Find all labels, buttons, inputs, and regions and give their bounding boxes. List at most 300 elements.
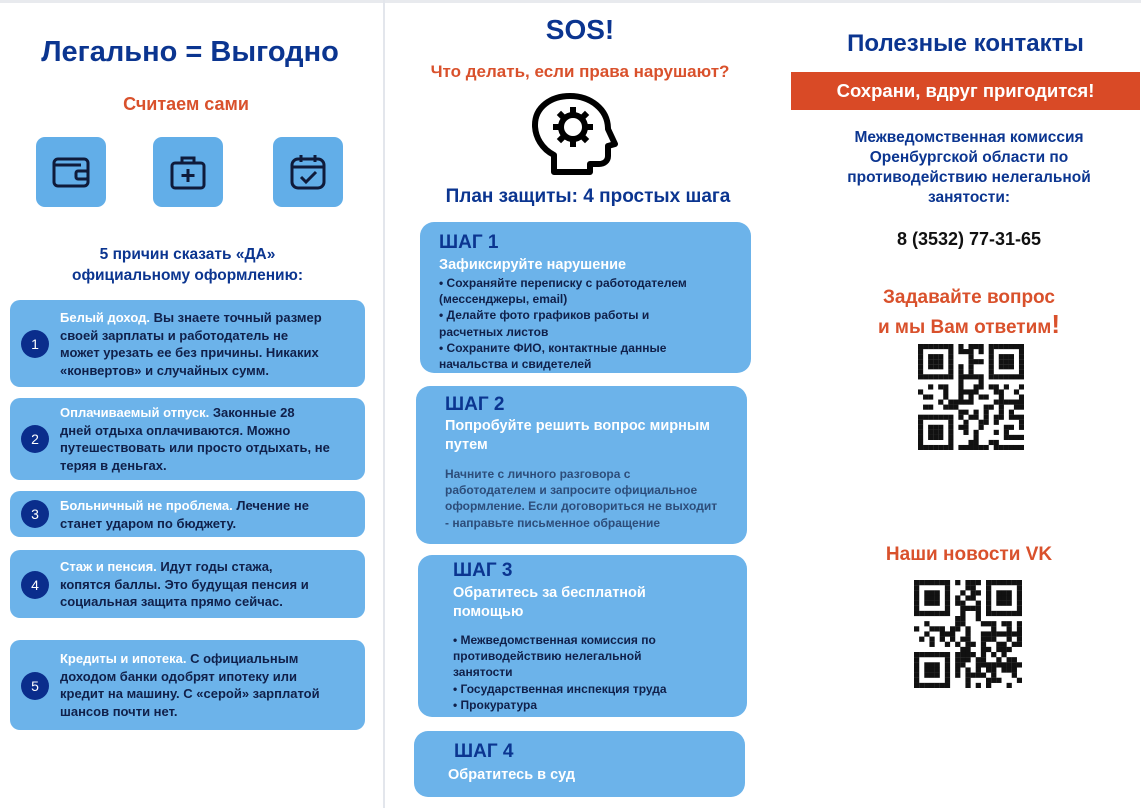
qr-module <box>1001 601 1006 606</box>
qr-module <box>1019 394 1024 399</box>
qr-module <box>935 673 940 678</box>
qr-module <box>960 590 965 595</box>
qr-module <box>945 678 950 683</box>
qr-module <box>1019 384 1024 389</box>
qr-module <box>960 647 965 652</box>
qr-module <box>1014 415 1019 420</box>
reason-line: Законные 28 <box>209 405 295 420</box>
qr-module <box>914 590 919 595</box>
qr-module <box>1007 595 1012 600</box>
qr-module <box>974 415 979 420</box>
qr-module <box>948 344 953 349</box>
qr-module <box>999 364 1004 369</box>
step-title: Обратитесь в суд <box>448 767 576 783</box>
qr-module <box>989 440 994 445</box>
qr-module <box>918 369 923 374</box>
qr-module <box>928 364 933 369</box>
qr-module <box>958 425 963 430</box>
column-divider <box>383 0 385 808</box>
qr-module <box>958 389 963 394</box>
qr-module <box>981 631 986 636</box>
reason-line: социальная защита прямо сейчас. <box>60 594 283 609</box>
qr-module <box>965 678 970 683</box>
qr-module <box>1001 631 1006 636</box>
commission-line: занятости: <box>927 189 1011 206</box>
contacts-title: Полезные контакты <box>847 30 1084 57</box>
step-title-line: путем <box>445 437 488 453</box>
qr-module <box>919 580 924 585</box>
step-title <box>445 417 710 455</box>
qr-module <box>935 601 940 606</box>
qr-module <box>1019 359 1024 364</box>
qr-module <box>1007 621 1012 626</box>
qr-module <box>1012 662 1017 667</box>
qr-module <box>1004 344 1009 349</box>
qr-module <box>929 590 934 595</box>
qr-module <box>945 662 950 667</box>
qr-module <box>1012 631 1017 636</box>
qr-module <box>981 642 986 647</box>
qr-module <box>940 683 945 688</box>
qr-module <box>945 590 950 595</box>
qr-module <box>924 662 929 667</box>
qr-module <box>986 601 991 606</box>
qr-module <box>986 662 991 667</box>
qr-module <box>1009 354 1014 359</box>
reason-card-3 <box>10 491 365 537</box>
qr-module <box>965 606 970 611</box>
ask-question <box>790 284 1141 341</box>
qr-module <box>919 637 924 642</box>
step-title <box>453 584 646 622</box>
qr-module <box>991 667 996 672</box>
qr-module <box>914 595 919 600</box>
qr-module <box>991 637 996 642</box>
qr-module <box>914 611 919 616</box>
qr-module <box>935 662 940 667</box>
qr-module <box>994 344 999 349</box>
qr-module <box>981 637 986 642</box>
reason-line: дней отдыха оплачиваются. Можно <box>60 422 291 438</box>
qr-module <box>923 394 928 399</box>
qr-module <box>948 354 953 359</box>
qr-module <box>996 657 1001 662</box>
qr-module <box>945 611 950 616</box>
qr-module <box>929 667 934 672</box>
qr-module <box>994 384 999 389</box>
qr-module <box>943 415 948 420</box>
qr-module <box>914 585 919 590</box>
qr-module <box>948 400 953 405</box>
qr-module <box>1007 683 1012 688</box>
qr-module <box>938 415 943 420</box>
qr-module <box>924 590 929 595</box>
qr-module <box>918 359 923 364</box>
left-subtitle: Считаем сами <box>123 94 249 114</box>
qr-module <box>974 374 979 379</box>
qr-module <box>1017 631 1022 636</box>
qr-module <box>924 601 929 606</box>
qr-module <box>955 657 960 662</box>
reason-number: 3 <box>21 500 49 528</box>
qr-module <box>1007 631 1012 636</box>
qr-module <box>1012 642 1017 647</box>
qr-module <box>919 652 924 657</box>
qr-module <box>943 405 948 410</box>
qr-module <box>963 425 968 430</box>
qr-module <box>924 683 929 688</box>
qr-module <box>994 389 999 394</box>
qr-module <box>1019 344 1024 349</box>
qr-module <box>974 435 979 440</box>
qr-module <box>968 440 973 445</box>
qr-module <box>968 344 973 349</box>
reason-card-2 <box>10 398 365 480</box>
qr-module <box>976 606 981 611</box>
qr-module <box>984 420 989 425</box>
qr-module <box>984 410 989 415</box>
reason-number: 4 <box>21 571 49 599</box>
qr-module <box>965 683 970 688</box>
qr-module <box>1012 673 1017 678</box>
qr-module <box>976 673 981 678</box>
qr-module <box>955 662 960 667</box>
qr-module <box>1009 344 1014 349</box>
step-label: ШАГ 4 <box>454 741 514 762</box>
vk-heading: Наши новости VK <box>885 544 1053 565</box>
qr-module <box>979 394 984 399</box>
qr-module <box>976 580 981 585</box>
reason-text <box>60 497 357 532</box>
reason-highlight: Белый доход. <box>60 310 150 325</box>
qr-module <box>1004 400 1009 405</box>
qr-module <box>1001 647 1006 652</box>
qr-module <box>965 652 970 657</box>
qr-module <box>938 374 943 379</box>
qr-module <box>991 678 996 683</box>
qr-module <box>948 364 953 369</box>
qr-module <box>928 384 933 389</box>
step-label: ШАГ 3 <box>453 560 513 581</box>
qr-module <box>940 580 945 585</box>
qr-module <box>918 349 923 354</box>
qr-module <box>994 445 999 450</box>
qr-module <box>929 642 934 647</box>
qr-module <box>918 435 923 440</box>
step-body-line: • Делайте фото графиков работы и <box>439 308 650 323</box>
qr-module <box>928 445 933 450</box>
qr-module <box>935 580 940 585</box>
qr-module <box>940 631 945 636</box>
qr-module <box>950 626 955 631</box>
qr-module <box>945 585 950 590</box>
qr-module <box>976 683 981 688</box>
qr-module <box>960 606 965 611</box>
qr-module <box>938 384 943 389</box>
qr-module <box>968 374 973 379</box>
reason-line: путешествовать или просто отдыхать, не <box>60 440 330 455</box>
qr-module <box>968 349 973 354</box>
qr-module <box>1014 374 1019 379</box>
qr-module <box>958 344 963 349</box>
qr-module <box>960 637 965 642</box>
qr-module <box>914 626 919 631</box>
qr-module <box>965 667 970 672</box>
qr-module <box>940 626 945 631</box>
qr-module <box>971 642 976 647</box>
qr-module <box>1017 621 1022 626</box>
qr-module <box>979 445 984 450</box>
qr-module <box>979 425 984 430</box>
qr-module <box>953 400 958 405</box>
reason-line: теряя в деньгах. <box>60 457 167 473</box>
qr-module <box>981 647 986 652</box>
qr-module <box>955 673 960 678</box>
qr-module <box>963 400 968 405</box>
qr-module <box>989 374 994 379</box>
qr-module <box>986 631 991 636</box>
qr-module <box>929 601 934 606</box>
qr-module <box>989 354 994 359</box>
qr-module <box>1007 601 1012 606</box>
qr-module <box>1019 364 1024 369</box>
qr-module <box>968 364 973 369</box>
qr-module <box>948 445 953 450</box>
reason-number: 1 <box>21 330 49 358</box>
qr-module <box>933 344 938 349</box>
qr-module <box>1017 601 1022 606</box>
qr-module <box>924 673 929 678</box>
qr-module <box>976 662 981 667</box>
qr-module <box>968 445 973 450</box>
reason-text <box>60 558 357 611</box>
qr-module <box>965 637 970 642</box>
qr-module <box>1007 611 1012 616</box>
qr-module <box>929 673 934 678</box>
qr-module <box>965 657 970 662</box>
qr-module <box>984 394 989 399</box>
reason-line: «конвертов» и случайных сумм. <box>60 362 269 378</box>
qr-module <box>986 637 991 642</box>
qr-module <box>914 662 919 667</box>
qr-module <box>924 667 929 672</box>
qr-module <box>935 590 940 595</box>
qr-module <box>984 445 989 450</box>
qr-module <box>924 631 929 636</box>
qr-module <box>960 616 965 621</box>
qr-module <box>1007 662 1012 667</box>
qr-module <box>929 662 934 667</box>
qr-module <box>955 642 960 647</box>
qr-module <box>971 606 976 611</box>
qr-module <box>996 590 1001 595</box>
qr-module <box>955 667 960 672</box>
qr-module <box>958 415 963 420</box>
qr-module <box>1007 590 1012 595</box>
qr-module <box>948 415 953 420</box>
medical-kit-icon-box <box>153 137 223 207</box>
qr-module <box>950 631 955 636</box>
qr-module <box>999 415 1004 420</box>
qr-module <box>924 611 929 616</box>
qr-code-questions[interactable] <box>918 344 1024 450</box>
qr-module <box>965 580 970 585</box>
qr-module <box>938 445 943 450</box>
qr-module <box>918 354 923 359</box>
qr-module <box>958 349 963 354</box>
qr-module <box>943 445 948 450</box>
ask-line-2-wrap <box>790 311 1141 341</box>
qr-module <box>965 673 970 678</box>
reason-line: кредит на машину. С «серой» зарплатой <box>60 686 320 701</box>
qr-module <box>1019 354 1024 359</box>
qr-module <box>963 420 968 425</box>
qr-module <box>986 585 991 590</box>
qr-module <box>974 440 979 445</box>
qr-module <box>968 400 973 405</box>
qr-module <box>1012 667 1017 672</box>
qr-code-vk[interactable] <box>914 580 1022 688</box>
qr-module <box>955 595 960 600</box>
qr-module <box>1009 445 1014 450</box>
qr-module <box>1017 595 1022 600</box>
qr-module <box>1019 400 1024 405</box>
qr-module <box>999 389 1004 394</box>
qr-module <box>929 652 934 657</box>
qr-module <box>923 405 928 410</box>
qr-module <box>1004 430 1009 435</box>
qr-module <box>950 637 955 642</box>
qr-module <box>928 430 933 435</box>
qr-module <box>1012 611 1017 616</box>
qr-module <box>1007 657 1012 662</box>
reason-text <box>60 404 357 474</box>
reason-line: С официальным <box>186 651 299 666</box>
qr-module <box>1019 369 1024 374</box>
qr-module <box>938 344 943 349</box>
qr-module <box>1004 445 1009 450</box>
step-body-line: оформление. Если договориться не выходит <box>445 499 718 514</box>
qr-module <box>1004 354 1009 359</box>
qr-module <box>914 673 919 678</box>
qr-module <box>929 580 934 585</box>
qr-module <box>933 374 938 379</box>
qr-module <box>960 657 965 662</box>
reason-highlight: Оплачиваемый отпуск. <box>60 405 210 420</box>
qr-module <box>958 400 963 405</box>
step-body-line: • Межведомственная комиссия по <box>453 633 656 647</box>
reason-line: станет ударом по бюджету. <box>60 515 237 531</box>
phone-number[interactable]: 8 (3532) 77-31-65 <box>896 229 1042 249</box>
qr-module <box>991 652 996 657</box>
qr-module <box>933 415 938 420</box>
qr-module <box>996 580 1001 585</box>
ask-mark: ! <box>1051 309 1061 339</box>
qr-module <box>1014 389 1019 394</box>
qr-module <box>971 585 976 590</box>
reason-line: шансов почти нет. <box>60 703 178 719</box>
qr-module <box>943 389 948 394</box>
step-body-line: • Прокуратура <box>453 697 538 712</box>
qr-module <box>1007 647 1012 652</box>
qr-module <box>989 405 994 410</box>
qr-module <box>981 662 986 667</box>
qr-module <box>991 662 996 667</box>
qr-module <box>933 359 938 364</box>
qr-module <box>974 430 979 435</box>
qr-module <box>958 369 963 374</box>
qr-module <box>924 621 929 626</box>
sos-subtitle: Что делать, если права нарушают? <box>430 62 730 81</box>
qr-module <box>1009 435 1014 440</box>
qr-module <box>1007 626 1012 631</box>
qr-module <box>1012 580 1017 585</box>
qr-module <box>996 595 1001 600</box>
qr-module <box>933 354 938 359</box>
ask-line-1: Задавайте вопрос <box>883 287 1055 308</box>
qr-module <box>999 354 1004 359</box>
qr-module <box>924 580 929 585</box>
step-title-line: Попробуйте решить вопрос мирным <box>445 418 710 434</box>
qr-module <box>996 631 1001 636</box>
qr-module <box>971 590 976 595</box>
qr-module <box>1009 425 1014 430</box>
qr-module <box>965 647 970 652</box>
qr-module <box>945 595 950 600</box>
qr-module <box>1001 667 1006 672</box>
qr-module <box>1004 364 1009 369</box>
qr-module <box>994 374 999 379</box>
head-gear-icon <box>528 92 618 176</box>
qr-module <box>994 440 999 445</box>
step-body-line: работодателем и запросите официальное <box>445 483 698 498</box>
qr-module <box>1001 611 1006 616</box>
qr-module <box>971 652 976 657</box>
qr-module <box>986 678 991 683</box>
qr-module <box>1019 425 1024 430</box>
step-body-line: Начните с личного разговора с <box>445 467 631 481</box>
step-body-line: • Сохраните ФИО, контактные данные <box>439 340 667 355</box>
qr-module <box>979 379 984 384</box>
step-body <box>453 632 667 713</box>
qr-module <box>945 642 950 647</box>
qr-module <box>918 374 923 379</box>
qr-module <box>940 611 945 616</box>
qr-module <box>1017 642 1022 647</box>
qr-module <box>955 626 960 631</box>
reason-line: Идут годы стажа, <box>156 559 273 574</box>
qr-module <box>994 400 999 405</box>
reason-highlight: Больничный не проблема. <box>60 498 233 513</box>
qr-module <box>918 430 923 435</box>
qr-module <box>1017 585 1022 590</box>
qr-module <box>976 611 981 616</box>
qr-module <box>940 637 945 642</box>
qr-module <box>986 647 991 652</box>
qr-module <box>928 405 933 410</box>
qr-module <box>948 440 953 445</box>
qr-module <box>923 445 928 450</box>
step-body-line: • Государственная инспекция труда <box>453 681 667 696</box>
qr-module <box>971 580 976 585</box>
qr-module <box>923 344 928 349</box>
reason-text <box>60 309 357 379</box>
qr-module <box>914 683 919 688</box>
qr-module <box>935 667 940 672</box>
qr-module <box>981 621 986 626</box>
qr-module <box>986 595 991 600</box>
qr-module <box>953 405 958 410</box>
